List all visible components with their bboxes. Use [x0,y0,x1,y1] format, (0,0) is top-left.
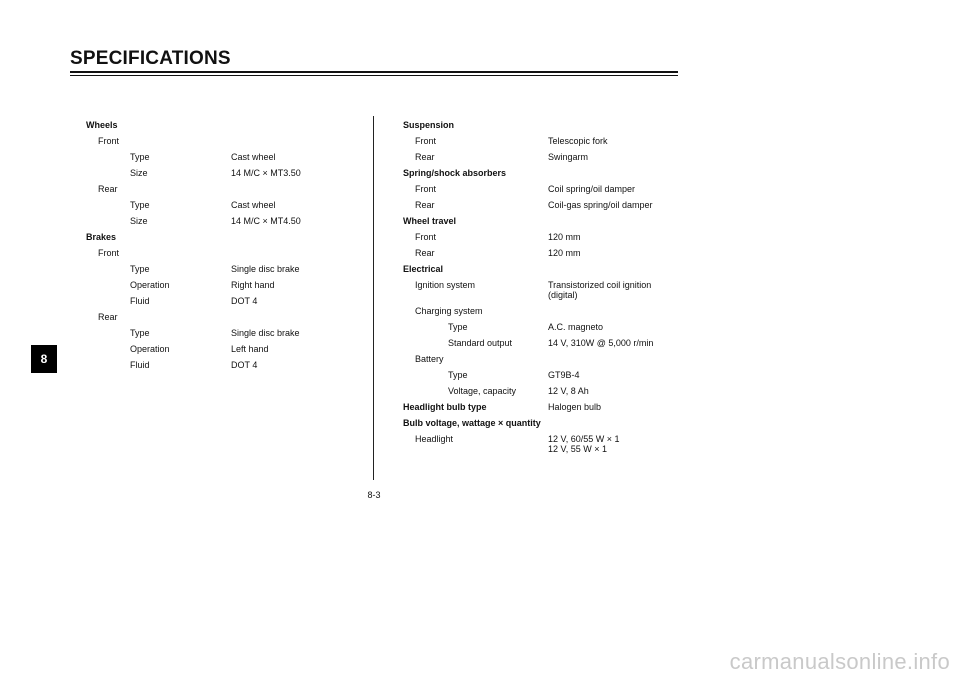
spec-label: Voltage, capacity [448,386,517,396]
spec-label: Size [130,168,148,178]
left-spec-column [86,120,366,480]
spec-value: Right hand [231,280,275,290]
spec-value: 14 M/C × MT3.50 [231,168,301,178]
chapter-tab-label: 8 [40,352,48,366]
spec-value: Single disc brake [231,264,300,274]
spec-value: Left hand [231,344,269,354]
spec-label: Fluid [130,296,150,306]
spec-value: GT9B-4 [548,370,580,380]
spec-label: Type [130,264,150,274]
spec-label: Front [98,248,120,258]
spec-value: 120 mm [548,248,581,258]
spec-label: Rear [415,248,435,258]
spec-value: Single disc brake [231,328,300,338]
spec-value: 14 V, 310W @ 5,000 r/min [548,338,654,348]
spec-value: 12 V, 8 Ah [548,386,589,396]
spec-value: 120 mm [548,232,581,242]
spec-label: Charging system [415,306,483,316]
spec-label: Operation [130,280,170,290]
spec-value-continued: 12 V, 55 W × 1 [548,444,607,454]
spec-label: Front [415,184,437,194]
spec-label: Front [415,232,437,242]
chapter-tab [31,345,57,373]
spec-label: Electrical [403,264,444,274]
spec-label: Operation [130,344,170,354]
spec-value: Cast wheel [231,152,276,162]
spec-value: DOT 4 [231,296,258,306]
page-title: SPECIFICATIONS [70,48,231,69]
spec-label: Rear [415,200,435,210]
spec-label: Rear [98,184,118,194]
spec-value: Coil-gas spring/oil damper [548,200,653,210]
spec-label: Front [415,136,437,146]
spec-label: Rear [98,312,118,322]
spec-label: Bulb voltage, wattage × quantity [403,418,541,428]
spec-value: DOT 4 [231,360,258,370]
spec-label: Headlight [415,434,454,444]
page-number: 8-3 [367,490,381,500]
spec-value: Telescopic fork [548,136,608,146]
spec-label: Type [448,370,468,380]
spec-value-continued: (digital) [548,290,578,300]
spec-label: Type [130,152,150,162]
spec-value: Transistorized coil ignition [548,280,652,290]
spec-value: Coil spring/oil damper [548,184,636,194]
spec-label: Wheel travel [403,216,457,226]
column-divider [373,116,374,480]
spec-label: Battery [415,354,444,364]
spec-label: Brakes [86,232,117,242]
spec-value: Cast wheel [231,200,276,210]
spec-label: Rear [415,152,435,162]
spec-label: Type [130,200,150,210]
spec-label: Front [98,136,120,146]
spec-label: Wheels [86,120,118,130]
watermark: carmanualsonline.info [729,649,950,674]
spec-label: Standard output [448,338,513,348]
spec-label: Suspension [403,120,455,130]
title-rule-thick [70,71,678,73]
spec-value: A.C. magneto [548,322,604,332]
spec-value: 12 V, 60/55 W × 1 [548,434,620,444]
spec-label: Fluid [130,360,150,370]
spec-value: Halogen bulb [548,402,602,412]
spec-label: Ignition system [415,280,476,290]
title-rule-thin [70,75,678,76]
spec-label: Size [130,216,148,226]
spec-label: Type [448,322,468,332]
spec-label: Type [130,328,150,338]
spec-label: Headlight bulb type [403,402,487,412]
spec-value: Swingarm [548,152,589,162]
right-spec-column [403,120,693,480]
spec-label: Spring/shock absorbers [403,168,507,178]
spec-value: 14 M/C × MT4.50 [231,216,301,226]
